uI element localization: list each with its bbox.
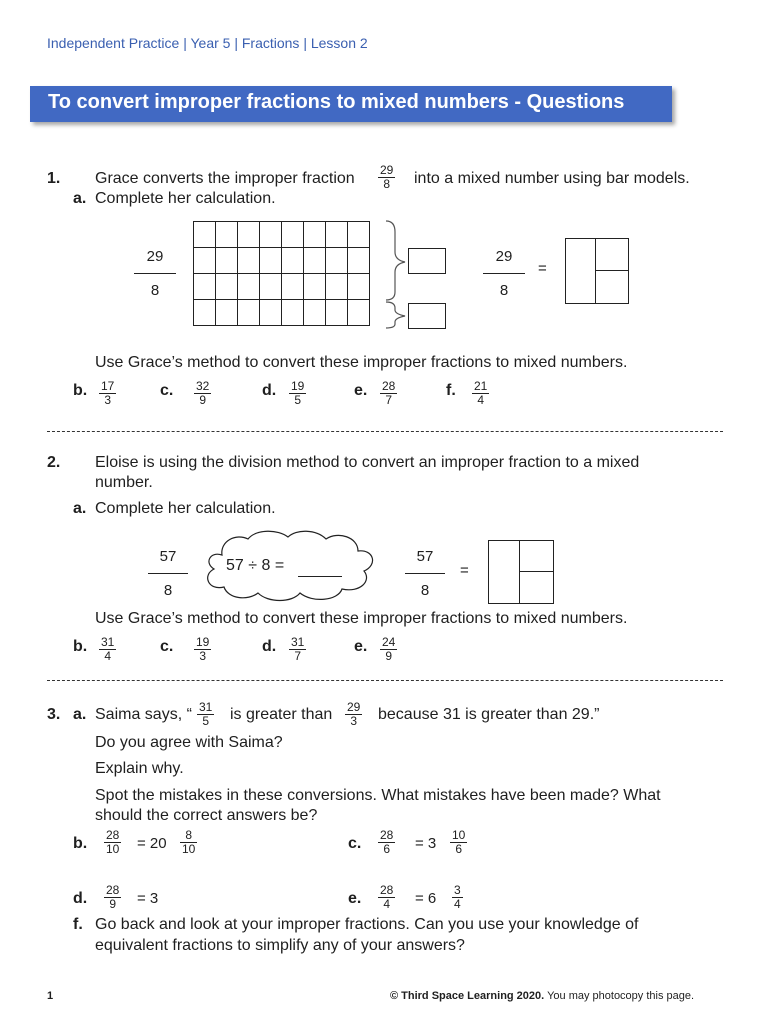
- page-title: To convert improper fractions to mixed numbers - Questions: [48, 91, 625, 113]
- answer-box-wholes[interactable]: [408, 248, 446, 274]
- q3-d-label: d.: [73, 890, 88, 907]
- q3-c-equals: = 3: [415, 835, 437, 852]
- denominator: 7: [385, 393, 393, 407]
- numerator: 28: [106, 828, 120, 842]
- q3-frac1: [197, 701, 214, 728]
- q3-b-equals: = 20: [137, 835, 167, 852]
- q1-d-fraction: [289, 380, 306, 407]
- q1-equals: =: [538, 260, 547, 277]
- q3-agree: Do you agree with Saima?: [95, 734, 283, 751]
- q1-fraction: [378, 164, 395, 191]
- numerator: 21: [474, 379, 488, 393]
- q1-number: 1.: [47, 170, 61, 187]
- q3-d-equals: = 3: [137, 890, 159, 907]
- numerator: 29: [380, 163, 394, 177]
- q1-c-label: c.: [160, 382, 174, 399]
- numerator: 29: [134, 248, 176, 274]
- q3-f-line2: equivalent fractions to simplify any of your answers?: [95, 937, 465, 954]
- divider-dashed: [47, 680, 723, 681]
- denominator: 7: [294, 649, 302, 663]
- q3-f-label: f.: [73, 916, 83, 933]
- q3-a-text3: because 31 is greater than 29.”: [378, 706, 600, 723]
- cloud-answer-blank[interactable]: [298, 576, 342, 577]
- denominator: 5: [294, 393, 302, 407]
- q3-b-fraction: [104, 829, 121, 856]
- q2-e-fraction: [380, 636, 397, 663]
- numerator: 57: [405, 548, 445, 574]
- answer-box-remainder[interactable]: [408, 303, 446, 329]
- numerator: 57: [148, 548, 188, 574]
- q2-number: 2.: [47, 454, 61, 471]
- numerator: 29: [347, 700, 361, 714]
- q1-instruction: Use Grace’s method to convert these improper fractions to mixed numbers.: [95, 354, 628, 371]
- q3-frac2: [345, 701, 362, 728]
- denominator: 9: [109, 897, 117, 911]
- q1-b-fraction: [99, 380, 116, 407]
- q1-f-label: f.: [446, 382, 456, 399]
- q3-c-fraction: [378, 829, 395, 856]
- numerator: 3: [454, 883, 461, 897]
- cloud-division-text: 57 ÷ 8 =: [226, 557, 285, 574]
- numerator: 28: [380, 883, 394, 897]
- q1-left-fraction: [134, 248, 176, 299]
- q3-a-text1: Saima says, “: [95, 706, 192, 723]
- denominator: 8: [163, 582, 173, 599]
- mixed-number-answer-box[interactable]: [488, 540, 554, 604]
- denominator: 6: [383, 842, 391, 856]
- denominator: 8: [420, 582, 430, 599]
- q2-text-line2: number.: [95, 474, 153, 491]
- numerator: 8: [180, 829, 197, 843]
- divider: [520, 571, 553, 572]
- divider: [596, 270, 628, 271]
- numerator: 32: [196, 379, 210, 393]
- photocopy-note: You may photocopy this page.: [547, 990, 695, 1002]
- denominator: 8: [150, 282, 160, 299]
- divider-dashed: [47, 431, 723, 432]
- denominator: 9: [199, 393, 207, 407]
- q2-d-fraction: [289, 636, 306, 663]
- bar-model-grid: [193, 221, 370, 326]
- q2-equals: =: [460, 562, 469, 579]
- numerator: 19: [196, 635, 210, 649]
- denominator: 10: [182, 842, 196, 856]
- q3-explain: Explain why.: [95, 760, 184, 777]
- q2-d-label: d.: [262, 638, 277, 655]
- q1-text-after: into a mixed number using bar models.: [414, 170, 690, 187]
- q1-a-label: a.: [73, 190, 87, 207]
- q2-a-label: a.: [73, 500, 87, 517]
- footer-copyright: [390, 990, 694, 1002]
- denominator: 6: [455, 842, 463, 856]
- q1-d-label: d.: [262, 382, 277, 399]
- breadcrumb: Independent Practice | Year 5 | Fractions | Lesson 2: [47, 35, 368, 51]
- q1-e-label: e.: [354, 382, 368, 399]
- q2-b-label: b.: [73, 638, 88, 655]
- brace-top-icon: [386, 221, 405, 300]
- numerator: 10: [452, 828, 466, 842]
- q1-f-fraction: [472, 380, 489, 407]
- q3-d-fraction: [104, 884, 121, 911]
- denominator: 5: [202, 714, 210, 728]
- denominator: 3: [104, 393, 112, 407]
- q2-text-line1: Eloise is using the division method to convert an improper fraction to a mixed: [95, 454, 640, 471]
- q1-c-fraction: [194, 380, 211, 407]
- q1-b-label: b.: [73, 382, 88, 399]
- q3-c-label: c.: [348, 835, 362, 852]
- numerator: 19: [291, 379, 305, 393]
- numerator: 28: [382, 379, 396, 393]
- q3-spot-line2: should the correct answers be?: [95, 807, 318, 824]
- q3-a-label: a.: [73, 706, 87, 723]
- denominator: 10: [106, 842, 120, 856]
- q2-b-fraction: [99, 636, 116, 663]
- denominator: 4: [477, 393, 485, 407]
- q1-text-before: Grace converts the improper fraction: [95, 170, 355, 187]
- q3-b-label: b.: [73, 835, 88, 852]
- q1-a-text: Complete her calculation.: [95, 190, 276, 207]
- q3-e-equals: = 6: [415, 890, 437, 907]
- q3-number: 3.: [47, 706, 61, 723]
- q3-e-label: e.: [348, 890, 362, 907]
- denominator: 4: [454, 897, 461, 911]
- q1-right-fraction: [483, 248, 525, 299]
- numerator: 29: [483, 248, 525, 274]
- denominator: 4: [383, 897, 391, 911]
- q3-f-line1: Go back and look at your improper fractions. Can you use your knowledge of: [95, 916, 639, 933]
- q2-right-fraction: [405, 548, 445, 599]
- q2-c-label: c.: [160, 638, 174, 655]
- q3-c-result-fraction: [450, 829, 467, 856]
- denominator: 8: [499, 282, 509, 299]
- divider: [519, 541, 520, 603]
- denominator: 4: [104, 649, 112, 663]
- q3-a-text2: is greater than: [230, 706, 333, 723]
- q3-spot-line1: Spot the mistakes in these conversions. What mistakes have been made? What: [95, 787, 661, 804]
- q3-b-result-fraction: [180, 829, 197, 856]
- q2-c-fraction: [194, 636, 211, 663]
- numerator: 17: [101, 379, 115, 393]
- copyright-text: © Third Space Learning 2020.: [390, 990, 545, 1002]
- brace-icons: [380, 218, 410, 330]
- numerator: 31: [291, 635, 305, 649]
- numerator: 28: [380, 828, 394, 842]
- q3-e-result-fraction: [452, 884, 463, 911]
- numerator: 28: [106, 883, 120, 897]
- denominator: 8: [383, 177, 391, 191]
- denominator: 3: [199, 649, 207, 663]
- q2-e-label: e.: [354, 638, 368, 655]
- divider: [595, 239, 596, 303]
- numerator: 31: [101, 635, 115, 649]
- q2-left-fraction: [148, 548, 188, 599]
- q3-e-fraction: [378, 884, 395, 911]
- q1-e-fraction: [380, 380, 397, 407]
- numerator: 24: [382, 635, 396, 649]
- mixed-number-answer-box[interactable]: [565, 238, 629, 304]
- denominator: 9: [385, 649, 393, 663]
- brace-bottom-icon: [386, 302, 405, 328]
- q2-instruction: Use Grace’s method to convert these improper fractions to mixed numbers.: [95, 610, 628, 627]
- denominator: 3: [350, 714, 358, 728]
- numerator: 31: [199, 700, 213, 714]
- q2-a-text: Complete her calculation.: [95, 500, 276, 517]
- page-number: 1: [47, 990, 54, 1002]
